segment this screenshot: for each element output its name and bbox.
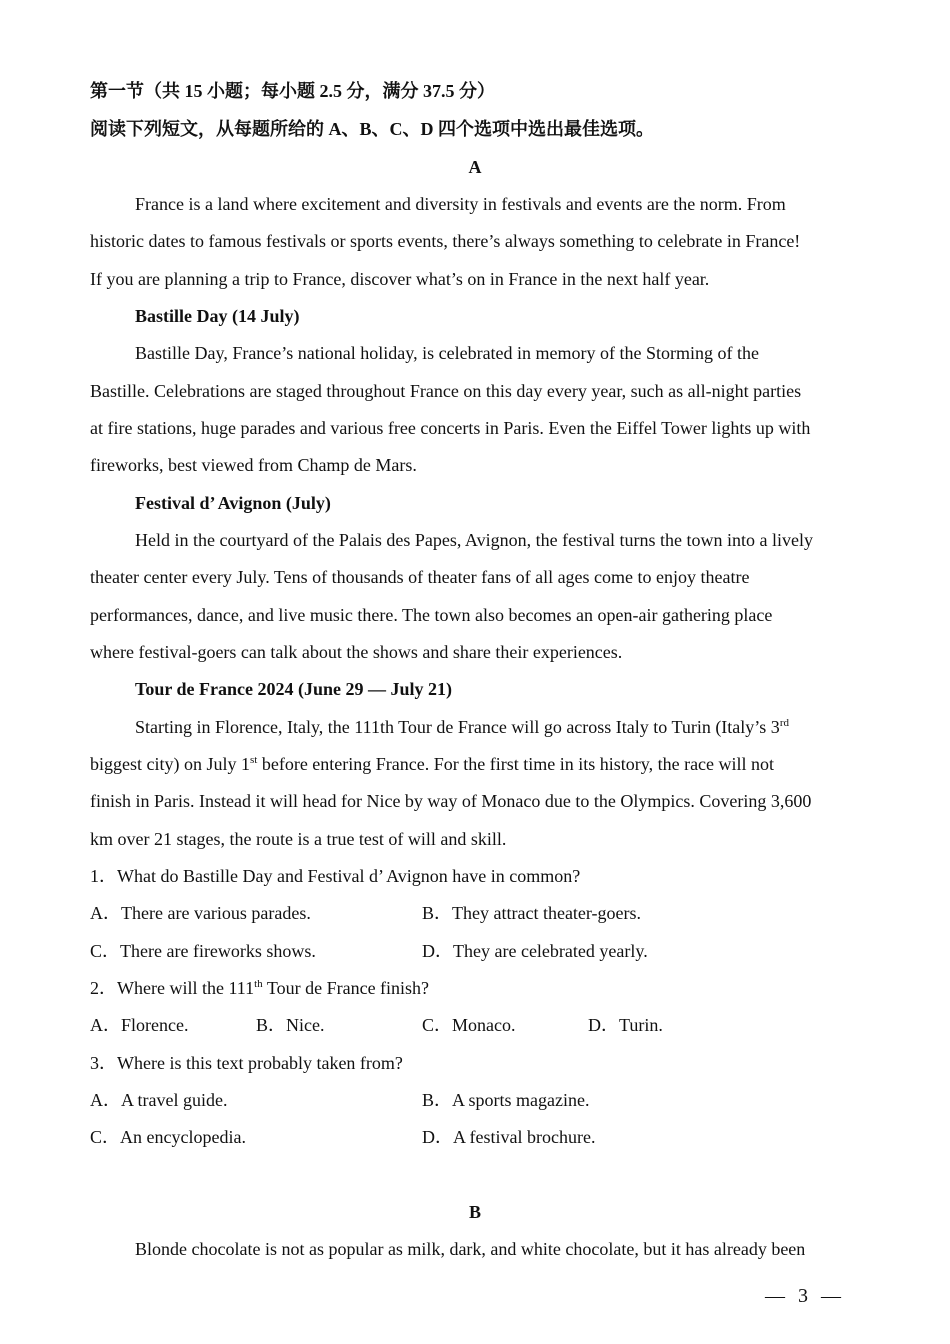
q3-option-c: C．An encyclopedia. <box>90 1127 246 1147</box>
section-header: 第一节（共 15 小题；每小题 2.5 分，满分 37.5 分） <box>90 81 495 101</box>
paragraph-line: Bastille Day, France’s national holiday, is celebrated in memory of the Storming of the <box>135 343 760 363</box>
q2-option-b: B．Nice. <box>256 1015 325 1035</box>
q2-option-d: D．Turin. <box>588 1015 663 1035</box>
passage-b-label: B <box>468 1202 481 1222</box>
paragraph-line: historic dates to famous festivals or sports events, there’s always something to celebrate in France! <box>90 231 801 251</box>
paragraph-line: fireworks, best viewed from Champ de Mars. <box>90 455 417 475</box>
paragraph-line: km over 21 stages, the route is a true test of will and skill. <box>90 829 507 849</box>
paragraph-line: France is a land where excitement and diversity in festivals and events are the norm. From <box>135 194 786 214</box>
passage-a-label: A <box>468 157 482 177</box>
section-heading-tour: Tour de France 2024 (June 29 — July 21) <box>135 679 453 699</box>
paragraph-line: biggest city) on July 1st before entering France. For the first time in its history, the race will not <box>90 754 775 774</box>
paragraph-line: Blonde chocolate is not as popular as milk, dark, and white chocolate, but it has already been <box>135 1239 806 1259</box>
paragraph-line: at fire stations, huge parades and various free concerts in Paris. Even the Eiffel Tower lights up with <box>90 418 811 438</box>
paragraph-line: performances, dance, and live music there. The town also becomes an open-air gathering place <box>90 605 773 625</box>
question-3-stem: 3．Where is this text probably taken from? <box>90 1053 403 1073</box>
section-heading-bastille: Bastille Day (14 July) <box>135 306 300 326</box>
paragraph-line: finish in Paris. Instead it will head for Nice by way of Monaco due to the Olympics. Covering 3,600 <box>90 791 812 811</box>
q2-option-a: A．Florence. <box>90 1015 189 1035</box>
paragraph-line: If you are planning a trip to France, discover what’s on in France in the next half year. <box>90 269 710 289</box>
q1-option-a: A．There are various parades. <box>90 903 311 923</box>
paragraph-line: theater center every July. Tens of thousands of theater fans of all ages come to enjoy theatre <box>90 567 750 587</box>
q3-option-b: B．A sports magazine. <box>422 1090 590 1110</box>
q1-option-c: C．There are fireworks shows. <box>90 941 316 961</box>
q1-option-b: B．They attract theater-goers. <box>422 903 642 923</box>
page-number: — 3 — <box>765 1285 845 1307</box>
paragraph-line: where festival-goers can talk about the shows and share their experiences. <box>90 642 623 662</box>
paragraph-line: Held in the courtyard of the Palais des Papes, Avignon, the festival turns the town into a lively <box>135 530 814 550</box>
q1-option-d: D．They are celebrated yearly. <box>422 941 648 961</box>
q3-option-d: D．A festival brochure. <box>422 1127 596 1147</box>
section-heading-avignon: Festival d’ Avignon (July) <box>135 493 331 513</box>
q3-option-a: A．A travel guide. <box>90 1090 228 1110</box>
question-1-stem: 1．What do Bastille Day and Festival d’ Avignon have in common? <box>90 866 581 886</box>
paragraph-line: Starting in Florence, Italy, the 111th Tour de France will go across Italy to Turin (Italy’s 3rd <box>135 717 789 737</box>
paragraph-line: Bastille. Celebrations are staged throughout France on this day every year, such as all-night parties <box>90 381 802 401</box>
q2-option-c: C．Monaco. <box>422 1015 516 1035</box>
instructions: 阅读下列短文，从每题所给的 A、B、C、D 四个选项中选出最佳选项。 <box>90 119 654 139</box>
question-2-stem: 2．Where will the 111th Tour de France finish? <box>90 978 430 998</box>
